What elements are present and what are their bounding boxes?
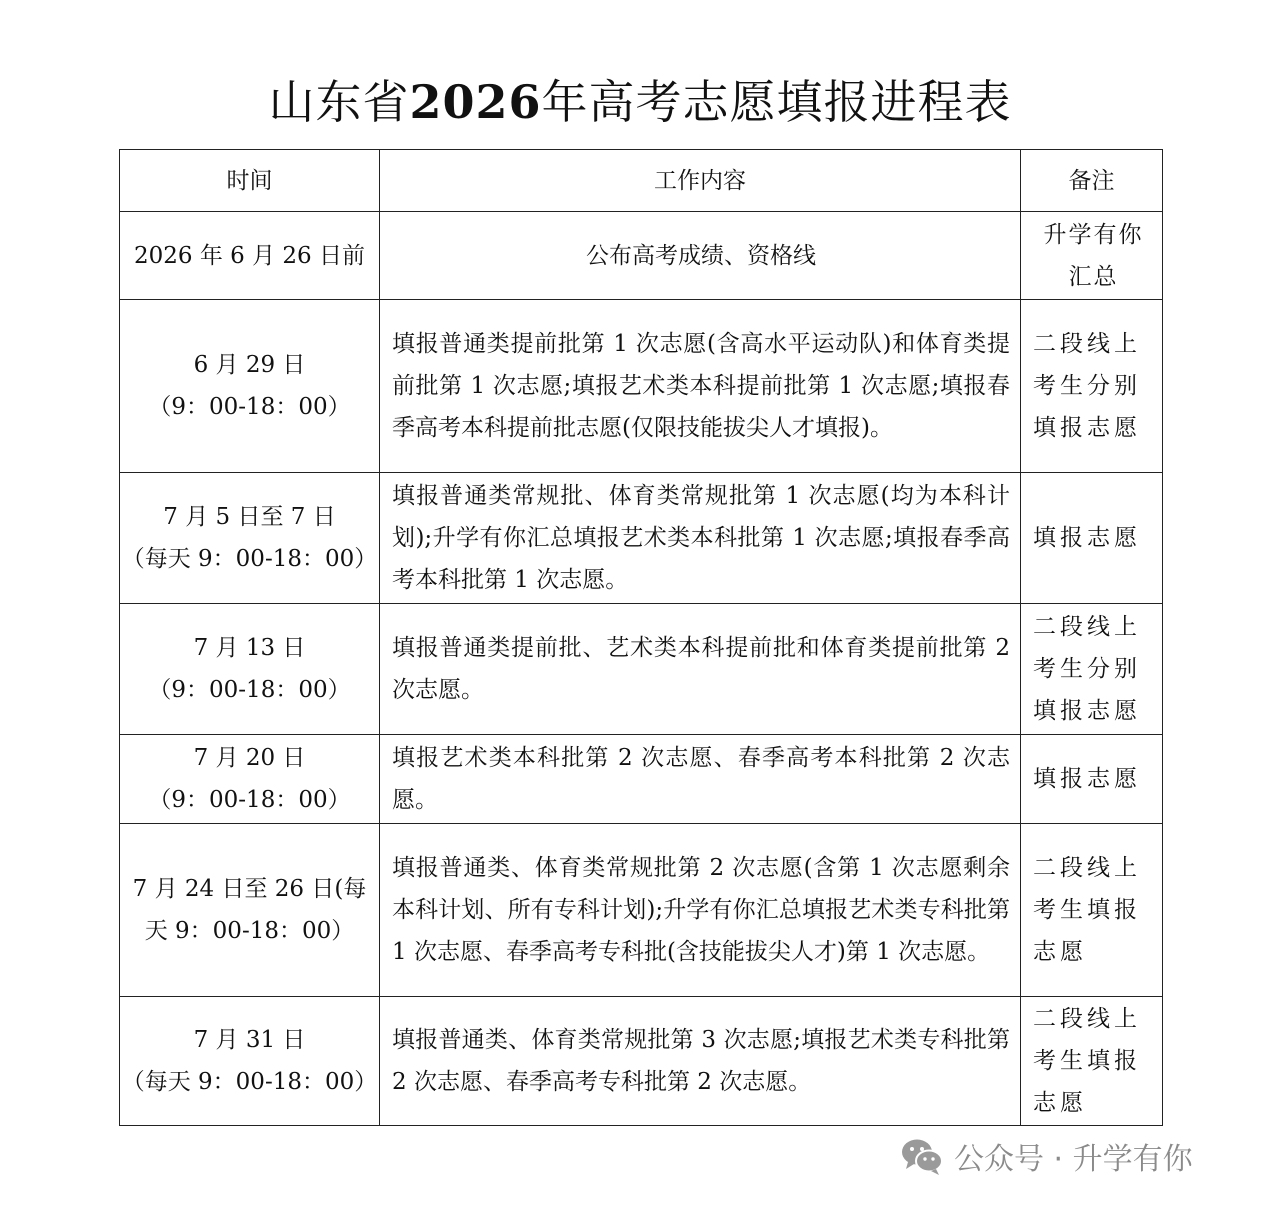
header-time: 时间	[120, 150, 380, 212]
page-title	[0, 70, 1280, 134]
title-prefix: 山东省	[268, 75, 410, 129]
time-cell	[120, 212, 380, 300]
time-cell	[120, 604, 380, 735]
time-cell	[120, 824, 380, 997]
time-line: 7 月 31 日	[193, 1027, 306, 1053]
note-cell: 二段线上考生分别填报志愿	[1021, 604, 1163, 735]
time-line: 2026 年 6 月 26 日前	[134, 242, 365, 269]
schedule-table	[119, 149, 1163, 1126]
note-cell: 升学有你汇总	[1021, 212, 1163, 300]
time-line: （9：00-18：00）	[148, 677, 351, 703]
note-cell: 二段线上考生填报志愿	[1021, 824, 1163, 997]
table-row	[120, 300, 1163, 473]
watermark	[900, 1133, 1193, 1179]
time-cell	[120, 735, 380, 824]
wechat-icon	[900, 1136, 944, 1176]
work-cell: 填报艺术类本科批第 2 次志愿、春季高考本科批第 2 次志愿。	[380, 735, 1021, 824]
note-cell: 填报志愿	[1021, 735, 1163, 824]
note-cell: 填报志愿	[1021, 473, 1163, 604]
table-row	[120, 735, 1163, 824]
time-line: 7 月 20 日	[193, 745, 306, 771]
time-line: 7 月 5 日至 7 日	[163, 504, 336, 530]
time-cell	[120, 300, 380, 473]
time-line: 6 月 29 日	[193, 352, 306, 378]
work-cell: 填报普通类常规批、体育类常规批第 1 次志愿(均为本科计划);升学有你汇总填报艺术类本科批第 1 次志愿;填报春季高考本科批第 1 次志愿。	[380, 473, 1021, 604]
work-cell: 填报普通类、体育类常规批第 3 次志愿;填报艺术类专科批第 2 次志愿、春季高考专科批第 2 次志愿。	[380, 997, 1021, 1126]
work-cell: 填报普通类提前批、艺术类本科提前批和体育类提前批第 2 次志愿。	[380, 604, 1021, 735]
time-line: （9：00-18：00）	[148, 787, 351, 813]
table-row	[120, 473, 1163, 604]
note-cell: 二段线上考生填报志愿	[1021, 997, 1163, 1126]
time-line: （9：00-18：00）	[148, 394, 351, 420]
table-row	[120, 212, 1163, 300]
time-cell	[120, 997, 380, 1126]
work-cell: 公布高考成绩、资格线	[380, 212, 1021, 300]
time-line: 7 月 13 日	[193, 635, 306, 661]
time-cell	[120, 473, 380, 604]
table-row	[120, 997, 1163, 1126]
time-line: （每天 9：00-18：00）	[121, 1069, 378, 1095]
table-row	[120, 824, 1163, 997]
time-line: （每天 9：00-18：00）	[121, 546, 378, 572]
note-cell: 二段线上考生分别填报志愿	[1021, 300, 1163, 473]
title-year: 2026	[409, 75, 542, 129]
time-line: 7 月 24 日至 26 日(每	[132, 876, 367, 902]
watermark-text: 公众号 · 升学有你	[954, 1142, 1193, 1177]
table-row	[120, 604, 1163, 735]
header-work: 工作内容	[380, 150, 1021, 212]
table-header-row	[120, 150, 1163, 212]
work-cell: 填报普通类提前批第 1 次志愿(含高水平运动队)和体育类提前批第 1 次志愿;填报艺术类本科提前批第 1 次志愿;填报春季高考本科提前批志愿(仅限技能拔尖人才填报)。	[380, 300, 1021, 473]
header-note: 备注	[1021, 150, 1163, 212]
work-cell: 填报普通类、体育类常规批第 2 次志愿(含第 1 次志愿剩余本科计划、所有专科计划);升学有你汇总填报艺术类专科批第 1 次志愿、春季高考专科批(含技能拔尖人才)第 1 次志愿。	[380, 824, 1021, 997]
time-line: 天 9：00-18：00）	[144, 918, 355, 944]
title-suffix: 年高考志愿填报进程表	[541, 75, 1012, 129]
